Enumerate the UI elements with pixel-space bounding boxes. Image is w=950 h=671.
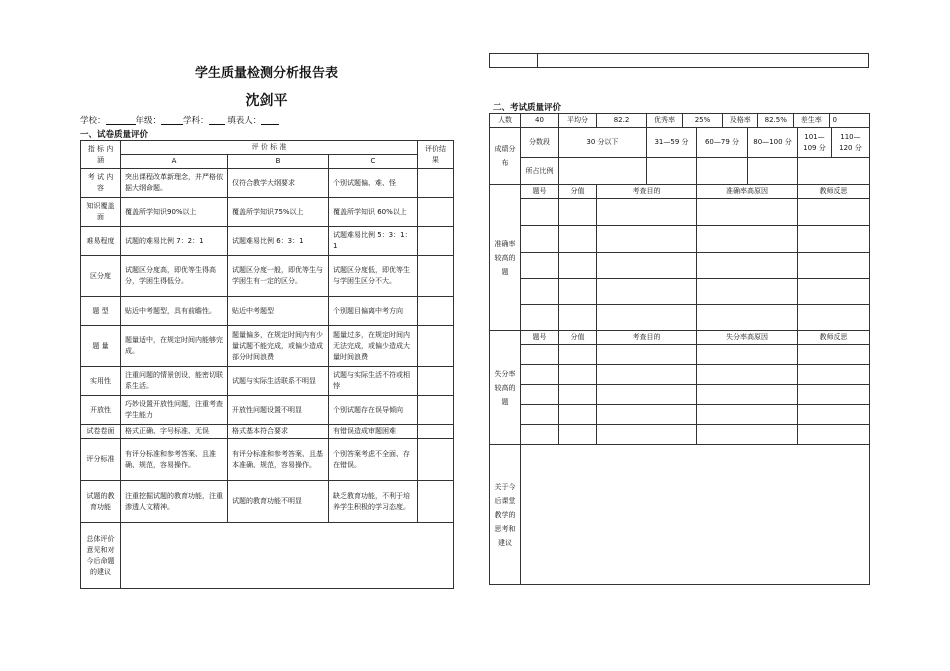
cell-b: 题量偏多，在规定时间内有少量试题不能完成，或偏少造成部分时间浪费 (228, 326, 329, 367)
cell[interactable] (697, 279, 798, 305)
cell-a: 试题区分度高，即优等生得高分，学困生得低分。 (121, 256, 228, 297)
reflection-row (490, 445, 870, 585)
cell[interactable] (798, 365, 870, 385)
table-row (490, 405, 870, 425)
table-row (81, 396, 454, 425)
table-row (490, 199, 870, 226)
high-error-label: 失分率较高的题 (490, 331, 521, 445)
result-cell[interactable] (418, 198, 454, 227)
cell-a: 试题的难易比例 7：2：1 (121, 227, 228, 256)
row-label: 难易程度 (81, 227, 121, 256)
cell[interactable] (798, 425, 870, 445)
cell[interactable] (798, 405, 870, 425)
cell-c: 覆盖所学知识 60%以上 (329, 198, 418, 227)
row-label: 评分标准 (81, 439, 121, 481)
cell[interactable] (559, 425, 597, 445)
cell-c: 试题与实际生活不符或相悖 (329, 367, 418, 396)
table-row (81, 256, 454, 297)
exam-quality-table (489, 113, 870, 585)
header-box (489, 53, 869, 68)
avg-label: 平均分 (559, 114, 597, 128)
table-row (490, 226, 870, 253)
header-box-cell (490, 54, 538, 68)
cell[interactable] (697, 226, 798, 253)
cell[interactable] (697, 305, 798, 331)
section1-heading: 一、试卷质量评价 (80, 130, 149, 140)
cell[interactable] (559, 253, 597, 279)
row-label: 题 型 (81, 297, 121, 326)
cell-c: 个别答案考虑不全面、存在错误。 (329, 439, 418, 481)
band-split-table (798, 128, 869, 157)
grade-field[interactable] (161, 115, 183, 125)
band-5: 101—109 分 (798, 128, 831, 157)
cell-a: 格式正确、字号标准、无误 (121, 425, 228, 439)
subject-field[interactable] (209, 115, 225, 125)
cell-a: 注重挖掘试题的教育功能，注重渗透人文精神。 (121, 481, 228, 523)
col-question: 题号 (521, 185, 559, 199)
band-1: 30 分以下 (559, 128, 647, 158)
band-4: 80—100 分 (748, 128, 798, 158)
reflection-label: 关于今后课堂教学的思考和建议 (490, 445, 521, 585)
table-row (81, 169, 454, 198)
grade-label: 年级： (135, 116, 162, 126)
col-score: 分值 (559, 185, 597, 199)
subject-label: 学科： (183, 116, 209, 126)
col-purpose: 考查目的 (597, 331, 697, 345)
cell-a: 突出课程改革新理念，并严格依据大纲命题。 (121, 169, 228, 198)
cell-a: 覆盖所学知识90%以上 (121, 198, 228, 227)
cell[interactable] (798, 305, 870, 331)
header-col-a: A (121, 155, 228, 169)
cell-a: 有评分标准和参考答案、且准确、规范，容易操作。 (121, 439, 228, 481)
cell[interactable] (559, 385, 597, 405)
table-row (81, 481, 454, 523)
high-accuracy-header (490, 185, 870, 199)
cell[interactable] (798, 253, 870, 279)
cell-a: 贴近中考题型，具有前瞻性。 (121, 297, 228, 326)
ratio-cell[interactable] (697, 158, 748, 185)
count-label: 人数 (490, 114, 521, 128)
table-row (81, 439, 454, 481)
cell[interactable] (697, 425, 798, 445)
stats-row (490, 114, 870, 128)
rates-cell (647, 114, 870, 128)
row-label: 实用性 (81, 367, 121, 396)
cell[interactable] (559, 365, 597, 385)
cell-c: 有错误造成审题困难 (329, 425, 418, 439)
cell[interactable] (521, 199, 559, 226)
cell[interactable] (597, 405, 697, 425)
cell-c: 个别试题偏、难、怪 (329, 169, 418, 198)
cell-b: 试题的教育功能不明显 (228, 481, 329, 523)
cell[interactable] (597, 199, 697, 226)
table-row (490, 279, 870, 305)
cell[interactable] (521, 345, 559, 365)
cell-b: 有评分标准和参考答案、且基本准确、规范，容易操作。 (228, 439, 329, 481)
col-reflection: 教师反思 (798, 185, 870, 199)
cell-c: 试题难易比例 5：3：1：1 (329, 227, 418, 256)
cell-b: 试题区分度一般，即优等生与学困生有一定的区分。 (228, 256, 329, 297)
cell[interactable] (597, 279, 697, 305)
header-col-b: B (228, 155, 329, 169)
cell-b: 试题难易比例 6：3：1 (228, 227, 329, 256)
poor-value: 0 (829, 114, 869, 127)
info-line (80, 114, 279, 126)
cell-a: 巧妙设置开放性问题，注重考查学生能力 (121, 396, 228, 425)
reflection-field[interactable] (521, 445, 870, 585)
ratio-row (490, 158, 870, 185)
cell[interactable] (597, 253, 697, 279)
paper-quality-table (80, 140, 454, 589)
header-box-cell (538, 54, 869, 68)
row-label: 区分度 (81, 256, 121, 297)
overall-field[interactable] (121, 523, 454, 589)
cell-b: 覆盖所学知识75%以上 (228, 198, 329, 227)
cell[interactable] (559, 226, 597, 253)
cell-a: 注重问题的情景创设，能密切联系生活。 (121, 367, 228, 396)
band-3: 60—79 分 (697, 128, 748, 158)
row-label: 考 试 内 容 (81, 169, 121, 198)
ratio-label: 所占比例 (521, 158, 559, 185)
cell[interactable] (521, 253, 559, 279)
cell[interactable] (559, 305, 597, 331)
col-reflection: 教师反思 (798, 331, 870, 345)
cell[interactable] (697, 405, 798, 425)
score-band-label: 分数段 (521, 128, 559, 158)
author-name: 沈剑平 (245, 93, 288, 109)
cell[interactable] (697, 199, 798, 226)
cell[interactable] (521, 305, 559, 331)
cell[interactable] (697, 345, 798, 365)
cell-b: 贴近中考题型 (228, 297, 329, 326)
cell-a: 题量适中，在规定时间内能够完成。 (121, 326, 228, 367)
cell[interactable] (559, 345, 597, 365)
cell[interactable] (521, 405, 559, 425)
cell[interactable] (597, 365, 697, 385)
school-label: 学校： (80, 116, 106, 126)
high-error-header (490, 331, 870, 345)
row-label: 开放性 (81, 396, 121, 425)
cell[interactable] (697, 385, 798, 405)
col-score: 分值 (559, 331, 597, 345)
cell[interactable] (521, 365, 559, 385)
page-title: 学生质量检测分析报告表 (194, 66, 338, 81)
table-row (81, 198, 454, 227)
result-cell[interactable] (418, 297, 454, 326)
col-reason: 准确率高原因 (697, 185, 798, 199)
row-label: 知识覆盖面 (81, 198, 121, 227)
cell-b: 开放性问题设置不明显 (228, 396, 329, 425)
cell[interactable] (798, 226, 870, 253)
pass-value: 82.5% (758, 114, 794, 127)
cell[interactable] (597, 345, 697, 365)
cell[interactable] (559, 199, 597, 226)
cell-c: 个别题目偏离中考方向 (329, 297, 418, 326)
cell[interactable] (597, 226, 697, 253)
distribution-label: 成绩分布 (490, 128, 521, 185)
cell-c: 试题区分度低，即优等生与学困生区分不大。 (329, 256, 418, 297)
cell[interactable] (798, 199, 870, 226)
band-split-cell (798, 128, 870, 158)
overall-label: 总体评价意见和对今后命题的建议 (81, 523, 121, 589)
cell[interactable] (697, 253, 798, 279)
cell[interactable] (597, 305, 697, 331)
table-row (490, 385, 870, 405)
band-2: 31—59 分 (647, 128, 697, 158)
col-question: 题号 (521, 331, 559, 345)
table-row (81, 297, 454, 326)
ratio-cell[interactable] (798, 158, 870, 185)
ratio-cell[interactable] (559, 158, 647, 185)
header-indicator: 指 标 内 涵 (81, 141, 121, 169)
avg-value: 82.2 (597, 114, 647, 128)
count-value: 40 (521, 114, 559, 128)
col-purpose: 考查目的 (597, 185, 697, 199)
section2-heading: 二、考试质量评价 (493, 103, 562, 113)
poor-label: 差生率 (794, 114, 830, 127)
row-label: 题 量 (81, 326, 121, 367)
cell[interactable] (521, 425, 559, 445)
cell[interactable] (597, 385, 697, 405)
filler-field[interactable] (261, 115, 279, 125)
result-cell[interactable] (418, 169, 454, 198)
cell[interactable] (521, 385, 559, 405)
table-row (490, 253, 870, 279)
cell[interactable] (697, 365, 798, 385)
excellent-value: 25% (683, 114, 723, 127)
band-6: 110—120 分 (831, 128, 869, 157)
result-cell[interactable] (418, 326, 454, 367)
cell-b: 试题与实际生活联系不明显 (228, 367, 329, 396)
result-cell[interactable] (418, 481, 454, 523)
row-label: 试卷卷面 (81, 425, 121, 439)
cell-c: 题量过多，在规定时间内无法完成，或偏少造成大量时间浪费 (329, 326, 418, 367)
excellent-label: 优秀率 (647, 114, 683, 127)
cell[interactable] (798, 385, 870, 405)
cell[interactable] (798, 345, 870, 365)
ratio-cell[interactable] (748, 158, 798, 185)
table-row (81, 367, 454, 396)
filler-label: 填表人： (227, 116, 262, 126)
rates-table (647, 114, 869, 127)
row-label: 试题的教育功能 (81, 481, 121, 523)
table-row (490, 345, 870, 365)
pass-label: 及格率 (722, 114, 758, 127)
result-cell[interactable] (418, 425, 454, 439)
table-row (81, 425, 454, 439)
table-row (81, 227, 454, 256)
school-field[interactable] (106, 115, 136, 125)
cell-b: 格式基本符合要求 (228, 425, 329, 439)
table-row (81, 326, 454, 367)
cell[interactable] (521, 279, 559, 305)
header-result: 评价结果 (418, 141, 454, 169)
result-cell[interactable] (418, 256, 454, 297)
cell[interactable] (521, 226, 559, 253)
col-reason: 失分率高原因 (697, 331, 798, 345)
table-row (490, 365, 870, 385)
result-cell[interactable] (418, 227, 454, 256)
cell[interactable] (559, 405, 597, 425)
header-criteria: 评 价 标 准 (121, 141, 418, 155)
result-cell[interactable] (418, 439, 454, 481)
cell[interactable] (798, 279, 870, 305)
table-row (490, 305, 870, 331)
table-row (490, 425, 870, 445)
cell-c: 缺乏教育功能，不利于培养学生积极的学习态度。 (329, 481, 418, 523)
cell[interactable] (597, 425, 697, 445)
result-cell[interactable] (418, 396, 454, 425)
score-band-row (490, 128, 870, 158)
cell-b: 仅符合教学大纲要求 (228, 169, 329, 198)
ratio-cell[interactable] (647, 158, 697, 185)
header-col-c: C (329, 155, 418, 169)
result-cell[interactable] (418, 367, 454, 396)
high-accuracy-label: 准确率较高的题 (490, 185, 521, 331)
cell-c: 个别试题存在误导倾向 (329, 396, 418, 425)
cell[interactable] (559, 279, 597, 305)
table-row (81, 523, 454, 589)
